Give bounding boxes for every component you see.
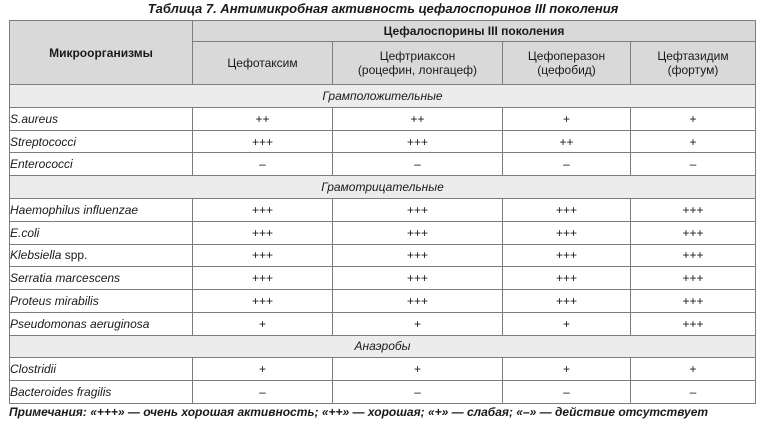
microorganism-cell [10,221,193,244]
activity-cell: +++ [333,290,503,313]
table-row [10,153,756,176]
activity-cell: – [333,153,503,176]
microorganism-name: Clostridii [10,362,57,377]
activity-cell: ++ [333,107,503,130]
table-row [10,244,756,267]
group-row [10,335,756,358]
activity-cell: +++ [631,221,756,244]
drug-trade-names: (цефобид) [537,62,596,77]
microorganism-name: Bacteroides fragilis [10,385,112,400]
group-title: Грамположительные [10,85,756,108]
table-footnote: Примечания: «+++» — очень хорошая активность; «++» — хорошая; «+» — слабая; «–» — действие отсутствует [9,405,709,419]
drug-name: Цефотаксим [227,55,298,70]
activity-cell: +++ [631,312,756,335]
activity-cell: +++ [503,244,631,267]
microorganism-suffix: spp. [61,248,88,263]
header-drug-1 [333,41,503,84]
activity-cell: +++ [503,267,631,290]
table-row [10,358,756,381]
table-row [10,221,756,244]
activity-cell: +++ [333,221,503,244]
activity-cell: + [631,358,756,381]
activity-cell: +++ [193,267,333,290]
group-row [10,85,756,108]
activity-cell: + [193,312,333,335]
activity-cell: +++ [193,290,333,313]
drug-name: Цефоперазон [527,48,606,63]
microorganism-cell [10,199,193,222]
table-row [10,312,756,335]
activity-cell: +++ [333,267,503,290]
activity-cell: + [193,358,333,381]
activity-cell: +++ [333,130,503,153]
microorganism-cell [10,267,193,290]
activity-cell: – [333,381,503,404]
activity-cell: + [631,107,756,130]
activity-cell: +++ [193,221,333,244]
drug-name: Цефтазидим [657,48,729,63]
header-microorganisms: Микроорганизмы [10,21,193,85]
activity-cell: + [333,358,503,381]
microorganism-name: S.aureus [10,111,59,126]
drug-trade-names: (фортум) [667,62,719,77]
activity-cell: + [503,107,631,130]
table-row [10,107,756,130]
activity-cell: +++ [631,290,756,313]
activity-cell: + [631,130,756,153]
activity-cell: – [631,153,756,176]
group-title: Грамотрицательные [10,176,756,199]
activity-cell: +++ [503,199,631,222]
activity-cell: ++ [193,107,333,130]
table-row [10,381,756,404]
activity-cell: ++ [503,130,631,153]
activity-cell: – [193,381,333,404]
header-drug-0 [193,41,333,84]
activity-cell: +++ [503,290,631,313]
group-row [10,176,756,199]
activity-cell: +++ [333,199,503,222]
microorganism-cell [10,381,193,404]
table-caption: Таблица 7. Антимикробная активность цефалоспоринов III поколения [147,1,619,16]
microorganism-cell [10,290,193,313]
activity-cell: + [503,358,631,381]
drug-name: Цефтриаксон [379,48,456,63]
activity-cell: – [503,153,631,176]
activity-cell: +++ [503,221,631,244]
microorganism-cell [10,244,193,267]
microorganism-cell [10,130,193,153]
table-row [10,130,756,153]
activity-cell: +++ [631,199,756,222]
activity-cell: + [503,312,631,335]
microorganism-name: E.coli [10,225,40,240]
activity-cell: – [193,153,333,176]
activity-cell: +++ [631,267,756,290]
activity-cell: +++ [193,130,333,153]
activity-cell: – [631,381,756,404]
table-row [10,199,756,222]
activity-cell: +++ [193,199,333,222]
group-title: Анаэробы [10,335,756,358]
table-row [10,267,756,290]
drug-trade-names: (роцефин, лонгацеф) [357,62,478,77]
table-row [10,290,756,313]
header-cephalosporins-group: Цефалоспорины III поколения [193,21,756,42]
microorganism-name: Serratia marcescens [10,271,121,286]
antimicrobial-activity-table [9,20,756,404]
activity-cell: +++ [193,244,333,267]
microorganism-name: Streptococci [10,134,77,149]
microorganism-name: Proteus mirabilis [10,293,99,308]
microorganism-name: Klebsiella [10,248,62,263]
microorganism-cell [10,358,193,381]
microorganism-cell [10,153,193,176]
activity-cell: +++ [631,244,756,267]
activity-cell: – [503,381,631,404]
header-drug-2 [503,41,631,84]
microorganism-cell [10,312,193,335]
microorganism-name: Haemophilus influenzae [10,202,139,217]
microorganism-name: Enterococci [10,157,73,172]
activity-cell: + [333,312,503,335]
header-drug-3 [631,41,756,84]
activity-cell: +++ [333,244,503,267]
microorganism-name: Pseudomonas aeruginosa [10,316,150,331]
microorganism-cell [10,107,193,130]
